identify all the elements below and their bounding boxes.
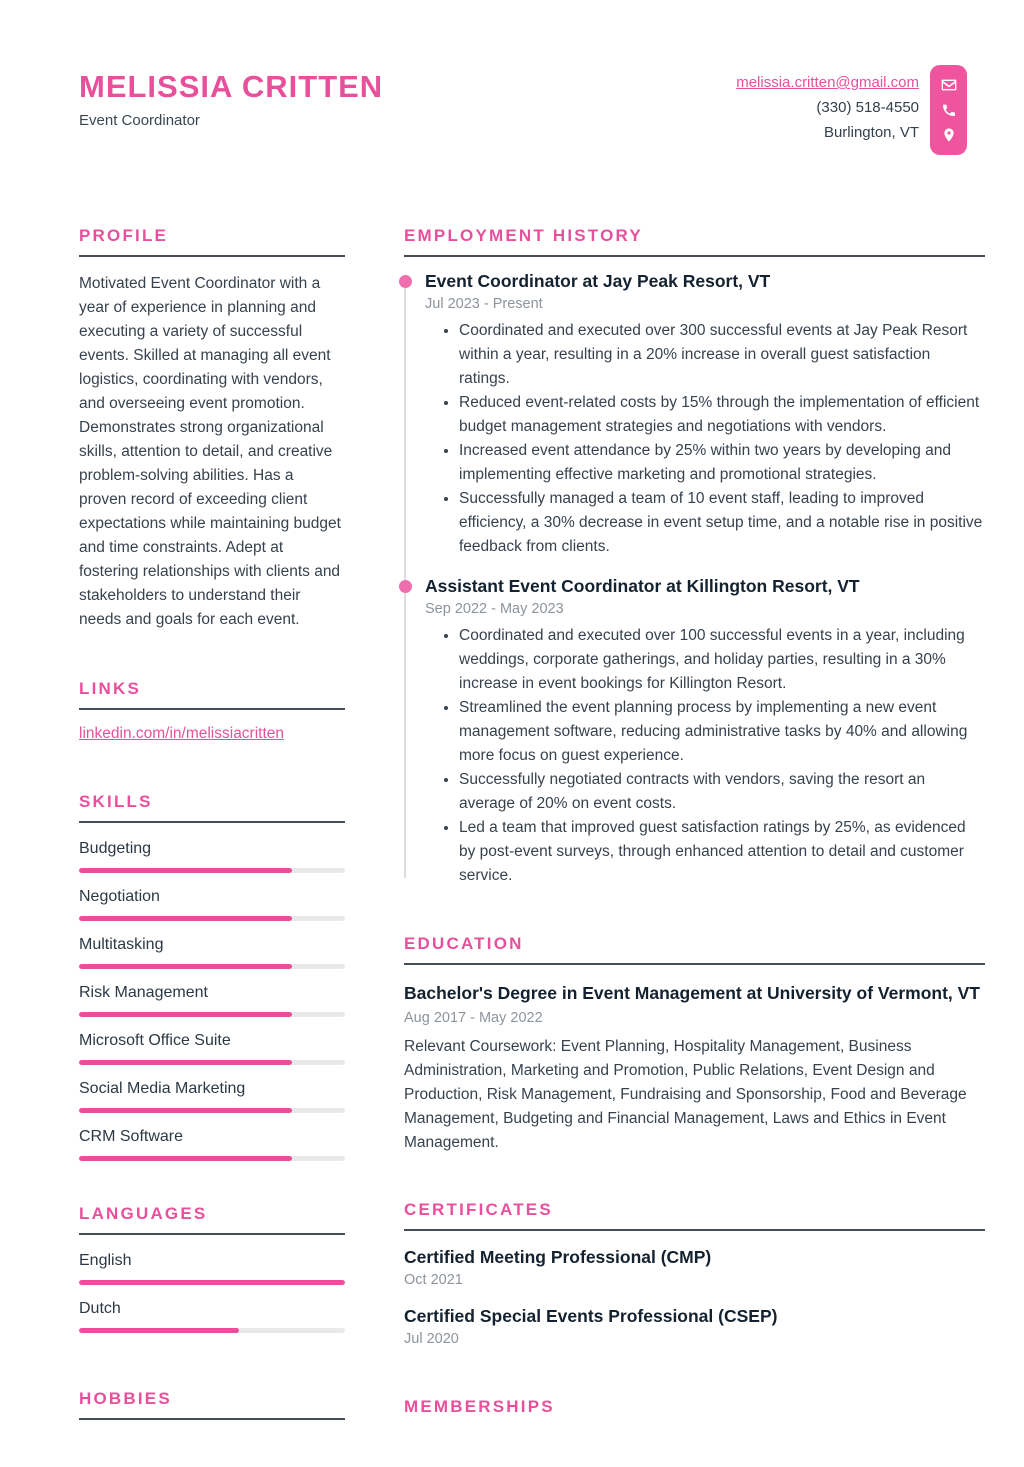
content-columns <box>79 226 985 1467</box>
certificates-heading: CERTIFICATES <box>404 1200 985 1231</box>
employment-heading: EMPLOYMENT HISTORY <box>404 226 985 257</box>
education-degree: Bachelor's Degree in Event Management at University of Vermont, VT <box>404 983 980 1003</box>
language-name: Dutch <box>79 1300 121 1317</box>
contact-email-line <box>736 70 919 95</box>
linkedin-link[interactable]: linkedin.com/in/melissiacritten <box>79 725 285 742</box>
contact-phone: (330) 518-4550 <box>816 99 919 116</box>
skill-bar-track <box>79 1156 345 1161</box>
skill-item <box>79 934 345 969</box>
person-job-title: Event Coordinator <box>79 112 200 129</box>
skill-name: Negotiation <box>79 888 160 905</box>
main-column <box>404 226 985 1467</box>
job-bullet: • Led a team that improved guest satisfaction ratings by 25%, as evidenced by post-event surveys, through enhanced attention to detail and customer service. <box>459 816 985 888</box>
skill-name: Microsoft Office Suite <box>79 1032 231 1049</box>
skill-bar-track <box>79 1108 345 1113</box>
certificates-list <box>404 1246 985 1347</box>
skill-item <box>79 886 345 921</box>
skill-item <box>79 1126 345 1161</box>
skill-bar-fill <box>79 1012 292 1017</box>
skill-name: Multitasking <box>79 936 164 953</box>
email-icon <box>941 77 957 93</box>
language-bar-track <box>79 1280 345 1285</box>
hobbies-section <box>79 1389 345 1420</box>
skill-item <box>79 838 345 873</box>
skill-name: Social Media Marketing <box>79 1080 246 1097</box>
education-description: Relevant Coursework: Event Planning, Hospitality Management, Business Administration, Marketing and Promotion, Public Relations, Event Design and Production, Risk Management, Fundraising and Sponsorship, Food and Beverage Management, Budgeting and Financial Management, Laws and Ethics in Event Management. <box>404 1038 967 1151</box>
job-bullet: • Successfully managed a team of 10 event staff, leading to improved efficiency, a 30% decrease in event setup time, and a notable rise in positive feedback from clients. <box>459 487 985 559</box>
links-section <box>79 679 345 743</box>
skill-bar-track <box>79 916 345 921</box>
certificate-title: Certified Meeting Professional (CMP) <box>404 1247 712 1267</box>
certificates-section <box>404 1200 985 1347</box>
job-bullet: • Reduced event-related costs by 15% through the implementation of efficient budget management strategies and negotiations with vendors. <box>459 391 985 439</box>
job-bullet-list <box>425 624 985 888</box>
education-section <box>404 934 985 1155</box>
language-item <box>79 1298 345 1333</box>
languages-list <box>79 1250 345 1333</box>
header <box>79 70 985 155</box>
skill-bar-fill <box>79 964 292 969</box>
languages-heading: LANGUAGES <box>79 1204 345 1235</box>
memberships-heading: MEMBERSHIPS <box>404 1397 555 1416</box>
language-bar-fill <box>79 1328 239 1333</box>
location-icon <box>941 127 957 143</box>
education-heading: EDUCATION <box>404 934 985 965</box>
job-entry <box>404 270 985 559</box>
job-title: Assistant Event Coordinator at Killington Resort, VT <box>425 576 860 596</box>
certificate-date: Jul 2020 <box>404 1331 459 1347</box>
skill-bar-track <box>79 868 345 873</box>
education-dates: Aug 2017 - May 2022 <box>404 1010 543 1026</box>
certificate-title: Certified Special Events Professional (CSEP) <box>404 1306 778 1326</box>
education-entry <box>404 980 985 1155</box>
job-dates: Sep 2022 - May 2023 <box>425 601 564 617</box>
sidebar <box>79 226 345 1467</box>
employment-timeline <box>404 270 985 888</box>
language-bar-track <box>79 1328 345 1333</box>
skill-name: Risk Management <box>79 984 208 1001</box>
skill-name: Budgeting <box>79 840 152 857</box>
person-name: MELISSIA CRITTEN <box>79 69 384 104</box>
language-item <box>79 1250 345 1285</box>
language-bar-fill <box>79 1280 345 1285</box>
language-name: English <box>79 1252 132 1269</box>
job-bullet: • Coordinated and executed over 100 successful events in a year, including weddings, corporate gatherings, and holiday parties, resulting in a 30% increase in event bookings for Killington Resort. <box>459 624 985 696</box>
skill-item <box>79 1078 345 1113</box>
job-title: Event Coordinator at Jay Peak Resort, VT <box>425 271 771 291</box>
certificate-entry <box>404 1246 985 1288</box>
employment-section <box>404 226 985 888</box>
job-bullet: • Coordinated and executed over 300 successful events at Jay Peak Resort within a year, resulting in a 20% increase in overall guest satisfaction ratings. <box>459 319 985 391</box>
profile-section <box>79 226 345 632</box>
contact-location: Burlington, VT <box>823 124 919 141</box>
certificate-date: Oct 2021 <box>404 1272 463 1288</box>
job-entry <box>404 575 985 888</box>
job-dates: Jul 2023 - Present <box>425 296 543 312</box>
link-item <box>79 725 345 743</box>
skill-bar-track <box>79 1060 345 1065</box>
profile-text: Motivated Event Coordinator with a year of experience in planning and executing a variety of successful events. Skilled at managing all event logistics, coordinating with vendors, and overseeing event promotion. Demonstrates strong organizational skills, attention to detail, and creative problem-solving abilities. Has a proven record of exceeding client expectations while maintaining budget and time constraints. Adept at fostering relationships with clients and stakeholders to understand their needs and goals for each event. <box>79 275 341 628</box>
profile-heading: PROFILE <box>79 226 345 257</box>
job-bullet: • Successfully negotiated contracts with vendors, saving the resort an average of 20% on event costs. <box>459 768 985 816</box>
skill-bar-fill <box>79 1108 292 1113</box>
job-bullet-list <box>425 319 985 559</box>
memberships-section <box>404 1397 985 1426</box>
languages-section <box>79 1204 345 1333</box>
phone-icon <box>941 102 957 118</box>
hobbies-heading: HOBBIES <box>79 1389 345 1420</box>
skill-item <box>79 982 345 1017</box>
skill-name: CRM Software <box>79 1128 184 1145</box>
identity-block <box>79 70 383 129</box>
contact-lines <box>736 70 919 145</box>
skills-list <box>79 838 345 1161</box>
skill-bar-fill <box>79 868 292 873</box>
skill-bar-track <box>79 964 345 969</box>
skill-bar-track <box>79 1012 345 1017</box>
skills-section <box>79 792 345 1161</box>
contact-block <box>736 70 985 155</box>
email-link[interactable]: melissia.critten@gmail.com <box>736 74 919 91</box>
skill-bar-fill <box>79 1060 292 1065</box>
skill-bar-fill <box>79 916 292 921</box>
job-bullet: • Increased event attendance by 25% within two years by developing and implementing effective marketing and promotional strategies. <box>459 439 985 487</box>
contact-icon-bar <box>930 65 967 155</box>
skill-item <box>79 1030 345 1065</box>
job-bullet: • Streamlined the event planning process by implementing a new event management software, reducing administrative tasks by 40% and allowing more focus on guest experience. <box>459 696 985 768</box>
skill-bar-fill <box>79 1156 292 1161</box>
certificate-entry <box>404 1305 985 1347</box>
skills-heading: SKILLS <box>79 792 345 823</box>
links-heading: LINKS <box>79 679 345 710</box>
